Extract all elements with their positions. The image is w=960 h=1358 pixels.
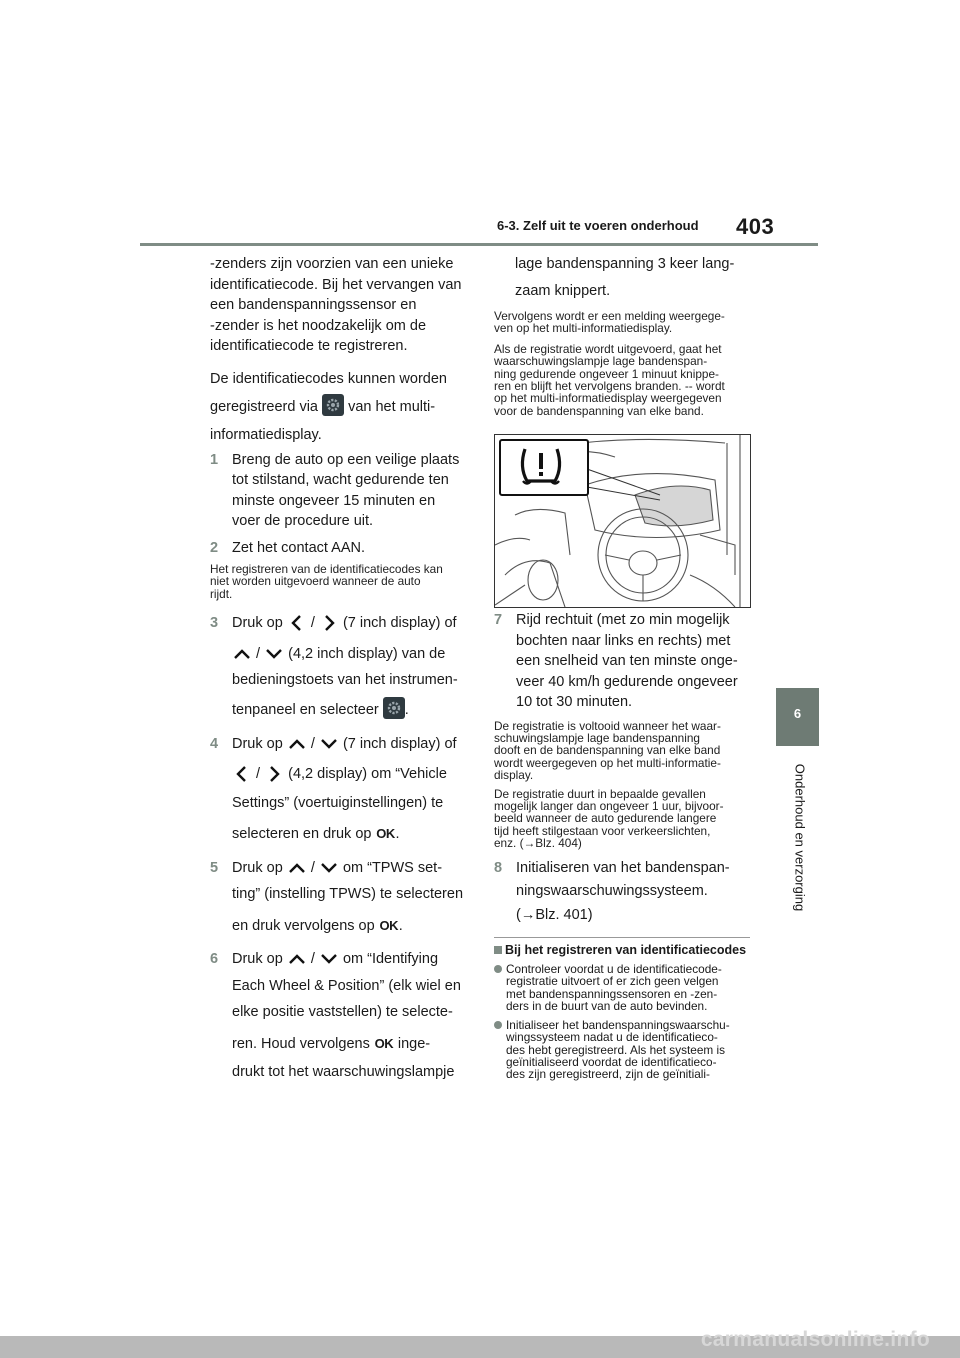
step-1 <box>210 450 468 532</box>
chevron-up-icon <box>287 858 307 878</box>
step-number: 4 <box>210 735 219 752</box>
bullet-dot-icon <box>494 965 502 973</box>
note-line: ven op het multi-informatiedisplay. <box>494 321 673 336</box>
chevron-right-icon <box>319 613 339 633</box>
text-line: een snelheid van ten minste onge- <box>516 653 738 669</box>
watermark[interactable]: carmanualsonline.info <box>700 1328 930 1351</box>
bullet-line: Controleer voordat u de identificatiecode- <box>506 962 722 977</box>
dashboard-drawing <box>495 435 750 607</box>
note-line: Als de registratie wordt uitgevoerd, gaat het <box>494 341 722 356</box>
text-line <box>232 613 468 634</box>
bullet-line: geïnitialiseerd voordat de identificatieco- <box>506 1054 717 1069</box>
text-line <box>232 734 468 755</box>
text-fragment: Druk op <box>232 735 283 752</box>
chevron-right-icon <box>264 764 284 784</box>
text-line <box>232 824 468 845</box>
text-fragment: selecteren en druk op <box>232 826 372 843</box>
note-line: ning gedurende ongeveer 1 minuut knippe- <box>494 366 719 381</box>
left-column <box>210 254 468 1083</box>
text-fragment: (4,2 inch display) van de <box>288 645 446 662</box>
text-line: De identificatiecodes kunnen worden <box>210 370 447 387</box>
note-paragraph <box>494 343 750 417</box>
text-line <box>232 764 468 785</box>
chevron-up-icon <box>287 949 307 969</box>
chevron-down-icon <box>319 949 339 969</box>
bullet-item <box>494 963 750 1013</box>
text-line: identificatiecode te registreren. <box>210 338 408 354</box>
text-line: Rijd rechtuit (met zo min mogelijk <box>516 612 730 628</box>
chevron-down-icon <box>319 858 339 878</box>
note-line: voor de bandenspanning van elke band. <box>494 403 704 418</box>
text-line: bochten naar links en rechts) met <box>516 632 731 649</box>
text-fragment: / <box>310 615 315 632</box>
text-fragment: om “Identifying <box>342 951 439 968</box>
text-line <box>232 858 468 879</box>
bullet-line: des hebt geregistreerd. Als het systeem is <box>506 1042 726 1057</box>
note-line: De registratie is voltooid wanneer het waar- <box>494 718 721 733</box>
text-line: elke positie vaststellen) te selecte- <box>232 1004 453 1021</box>
text-line: tot stilstand, wacht gedurende ten <box>232 472 449 488</box>
text-line: minste ongeveer 15 minuten en <box>232 492 436 509</box>
text-line: lage bandenspanning 3 keer lang- <box>515 256 735 272</box>
step-6 <box>210 949 468 1083</box>
square-bullet-icon <box>494 946 502 954</box>
header-divider <box>140 243 818 246</box>
text-line: voer de procedure uit. <box>232 513 374 529</box>
text-fragment: . <box>404 701 409 718</box>
text-fragment: tenpaneel en selecteer <box>232 701 379 718</box>
text-fragment: van het multi- <box>348 398 436 415</box>
chevron-left-icon <box>232 764 252 784</box>
text-line <box>232 699 468 721</box>
right-column-lower <box>494 610 750 1081</box>
note-line: niet worden uitgevoerd wanneer de auto <box>210 574 421 589</box>
text-line <box>210 396 468 418</box>
step-number: 2 <box>210 539 219 556</box>
text-line: ningswaarschuwingssysteem. <box>516 883 708 900</box>
settings-icon <box>383 697 405 719</box>
note-line: tijd heeft stilgestaan voor verkeerslichten, <box>494 823 711 838</box>
step-number: 6 <box>210 951 219 968</box>
text-fragment: inge- <box>397 1035 431 1052</box>
text-fragment: en druk vervolgens op <box>232 917 375 934</box>
text-line: zaam knippert. <box>515 282 611 299</box>
text-fragment: Druk op <box>232 951 283 968</box>
text-line: Breng de auto op een veilige plaats <box>232 451 460 468</box>
text-fragment: geregistreerd via <box>210 398 318 415</box>
note-paragraph <box>494 310 750 335</box>
text-line: veer 40 km/h gedurende ongeveer <box>516 673 738 690</box>
text-fragment: . <box>398 917 403 934</box>
text-line: drukt tot het waarschuwingslampje <box>232 1064 455 1081</box>
step-6-continuation <box>494 254 750 301</box>
bullet-line: ders in de buurt van de auto bevinden. <box>506 999 708 1014</box>
text-line: 10 tot 30 minuten. <box>516 694 633 710</box>
text-fragment: / <box>310 859 315 876</box>
settings-icon <box>322 394 344 416</box>
text-line: (→Blz. 401) <box>516 906 593 923</box>
text-line: Each Wheel & Position” (elk wiel en <box>232 977 461 994</box>
right-column <box>494 254 750 417</box>
text-fragment: (7 inch display) of <box>342 735 457 752</box>
note-line: waarschuwingslampje lage bandenspan- <box>494 354 708 369</box>
step-number: 8 <box>494 859 503 876</box>
text-fragment: (4,2 display) om “Vehicle <box>288 766 447 783</box>
note-line: display. <box>494 768 534 783</box>
chapter-title-text: Onderhoud en verzorging <box>792 763 808 912</box>
note-line: mogelijk langer dan ongeveer 1 uur, bijvoor- <box>494 798 724 813</box>
note-line: rijdt. <box>210 586 233 601</box>
bullet-line: Initialiseer het bandenspanningswaarschu- <box>506 1017 730 1032</box>
text-line <box>232 644 468 665</box>
step-2-note <box>210 563 468 600</box>
note-paragraph <box>494 720 750 782</box>
text-line: Initialiseren van het bandenspan- <box>516 859 730 876</box>
note-line: beeld wanneer de auto gedurende langere <box>494 811 717 826</box>
text-fragment: om “TPWS set- <box>342 859 443 876</box>
chevron-up-icon <box>232 644 252 664</box>
text-fragment: Druk op <box>232 859 283 876</box>
step-7 <box>494 610 750 713</box>
text-fragment: / <box>310 735 315 752</box>
step-5 <box>210 858 468 937</box>
bullet-dot-icon <box>494 1021 502 1029</box>
step-3 <box>210 613 468 721</box>
text-fragment: ren. Houd vervolgens <box>232 1035 370 1052</box>
note-line: De registratie duurt in bepaalde gevallen <box>494 786 706 801</box>
step-number: 5 <box>210 859 219 876</box>
text-line: informatiedisplay. <box>210 427 322 443</box>
chevron-down-icon <box>264 644 284 664</box>
ok-icon: OK <box>376 826 395 842</box>
text-line <box>232 1034 468 1055</box>
step-number: 1 <box>210 451 219 468</box>
text-line: identificatiecode. Bij het vervangen van <box>210 276 462 293</box>
step-2 <box>210 538 468 559</box>
note-line: Het registreren van de identificatiecodes kan <box>210 562 443 576</box>
text-fragment: / <box>256 766 261 783</box>
section-title: 6-3. Zelf uit te voeren onderhoud <box>497 218 699 233</box>
note-line: enz. (→Blz. 404) <box>494 836 582 851</box>
text-fragment: (7 inch display) of <box>342 615 457 632</box>
info-box-title <box>494 943 750 958</box>
text-line <box>232 949 468 970</box>
chevron-up-icon <box>287 734 307 754</box>
text-line: Zet het contact AAN. <box>232 539 365 556</box>
text-line: Settings” (voertuiginstellingen) te <box>232 794 444 811</box>
step-4 <box>210 734 468 845</box>
intro-paragraph <box>210 254 468 357</box>
bullet-line: registratie uitvoert of er zich geen velgen <box>506 974 719 989</box>
text-line: bedieningstoets van het instrumen- <box>232 672 458 689</box>
info-box-title-text: Bij het registreren van identificatiecodes <box>505 943 747 958</box>
note-line: wordt weergegeven op het multi-informatie- <box>494 755 721 770</box>
bullet-item <box>494 1019 750 1081</box>
step-8 <box>494 858 750 926</box>
chevron-down-icon <box>319 734 339 754</box>
info-box <box>494 937 750 1081</box>
bullet-line: met bandenspanningssensoren en -zen- <box>506 986 718 1001</box>
note-line: ren en blijft het vervolgens branden. -- wordt <box>494 379 725 394</box>
step-number: 3 <box>210 615 219 632</box>
text-fragment: Druk op <box>232 615 283 632</box>
footer-bar <box>0 1328 960 1358</box>
text-fragment: / <box>310 951 315 968</box>
dashboard-illustration <box>494 434 751 608</box>
note-line: op het multi-informatiedisplay weergegeven <box>494 391 722 406</box>
text-fragment: . <box>395 826 400 843</box>
chapter-tab: 6 <box>776 688 819 746</box>
bullet-line: wingssysteem nadat u de identificatieco- <box>506 1030 718 1045</box>
text-line: -zenders zijn voorzien van een unieke <box>210 256 454 272</box>
ok-icon: OK <box>374 1035 394 1051</box>
step-number: 7 <box>494 612 503 628</box>
note-line: dooft en de bandenspanning van elke band <box>494 743 721 758</box>
note-paragraph <box>494 788 750 850</box>
page-number: 403 <box>736 214 775 239</box>
text-line: een bandenspanningssensor en <box>210 297 417 313</box>
text-line <box>232 916 468 937</box>
chevron-left-icon <box>287 613 307 633</box>
bullet-line: des zijn geregistreerd, zijn de geïnitiali- <box>506 1067 710 1082</box>
text-fragment: / <box>256 645 261 662</box>
ok-icon: OK <box>379 917 398 933</box>
note-line: schuwingslampje lage bandenspanning <box>494 730 700 745</box>
note-line: Vervolgens wordt er een melding weergege- <box>494 309 725 323</box>
text-line: ting” (instelling TPWS) te selecteren <box>232 886 464 903</box>
chapter-title <box>770 760 830 920</box>
text-line: -zender is het noodzakelijk om de <box>210 317 427 334</box>
